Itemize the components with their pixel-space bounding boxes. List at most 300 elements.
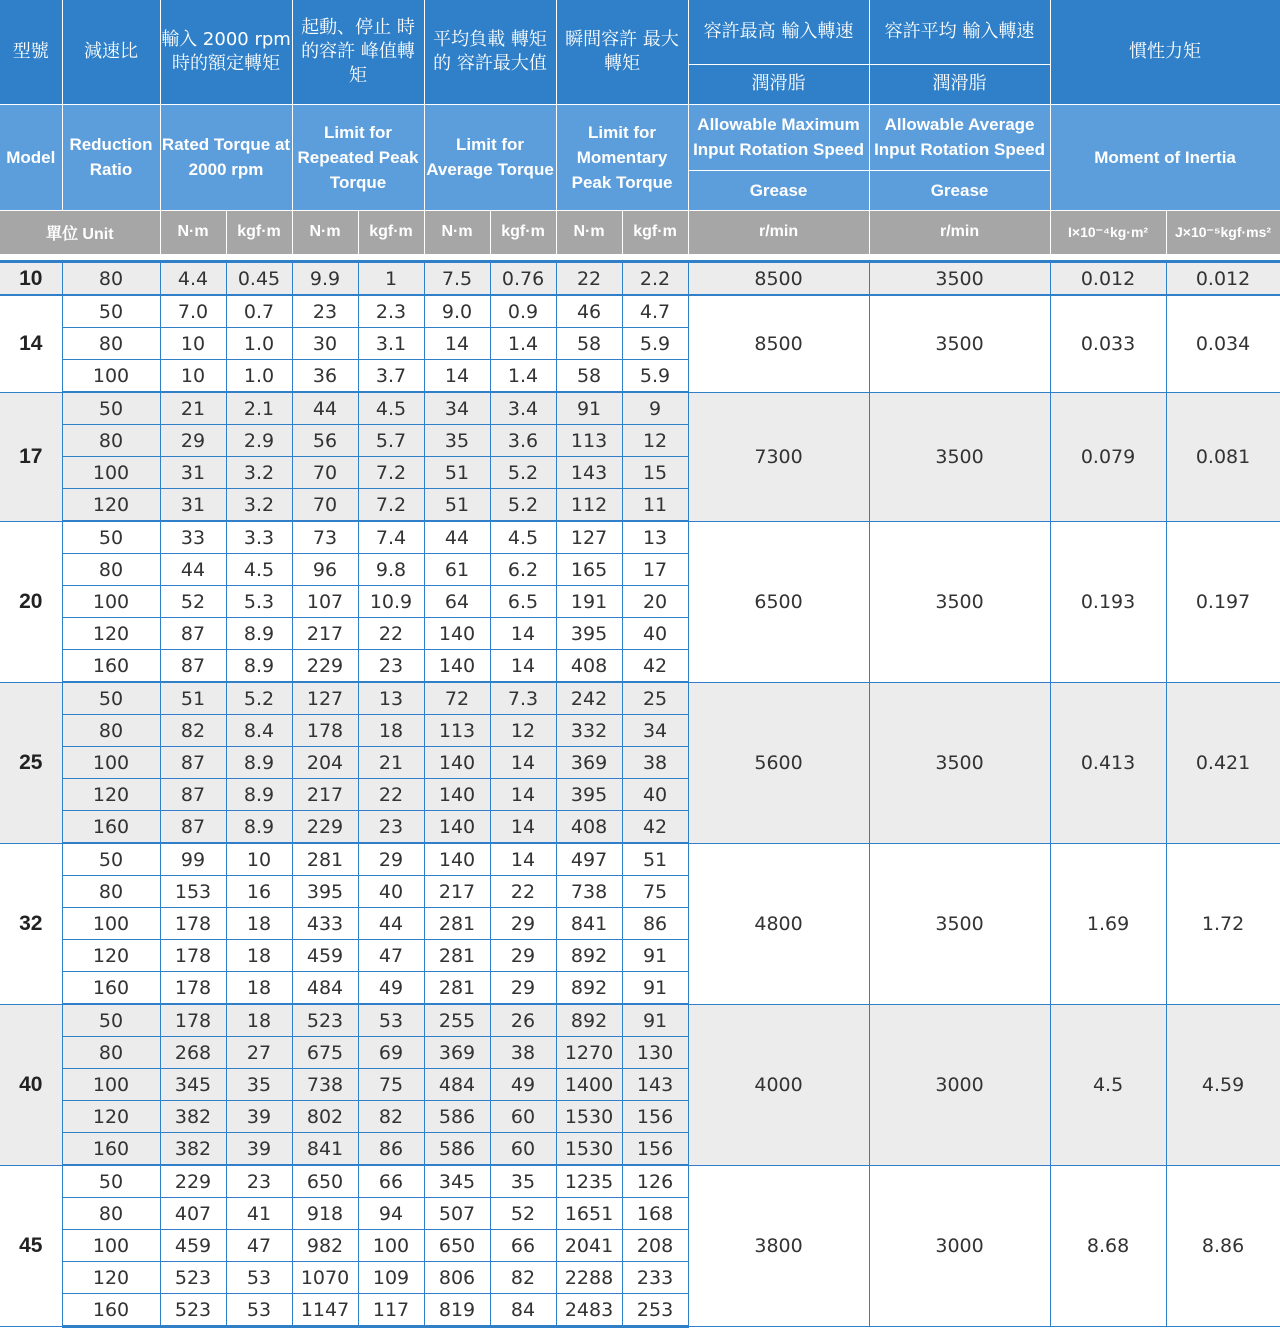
momentary-kgf-cell: 51 bbox=[622, 843, 688, 876]
momentary-nm-cell: 143 bbox=[556, 457, 622, 489]
repeated-kgf-cell: 1 bbox=[358, 262, 424, 296]
header-zh-model: 型號 bbox=[0, 0, 62, 104]
repeated-nm-cell: 217 bbox=[292, 779, 358, 811]
rated-kgf-cell: 41 bbox=[226, 1198, 292, 1230]
header-en-grease-max: Grease bbox=[688, 170, 869, 210]
inertia-j-cell: 0.081 bbox=[1166, 392, 1280, 521]
momentary-kgf-cell: 13 bbox=[622, 521, 688, 554]
table-row bbox=[0, 295, 1280, 328]
momentary-kgf-cell: 75 bbox=[622, 876, 688, 908]
average-kgf-cell: 29 bbox=[490, 972, 556, 1005]
average-kgf-cell: 22 bbox=[490, 876, 556, 908]
repeated-kgf-cell: 49 bbox=[358, 972, 424, 1005]
repeated-nm-cell: 484 bbox=[292, 972, 358, 1005]
repeated-kgf-cell: 69 bbox=[358, 1037, 424, 1069]
rated-kgf-cell: 2.1 bbox=[226, 392, 292, 425]
momentary-nm-cell: 332 bbox=[556, 715, 622, 747]
average-nm-cell: 140 bbox=[424, 779, 490, 811]
rated-kgf-cell: 53 bbox=[226, 1262, 292, 1294]
ratio-cell: 80 bbox=[62, 262, 160, 296]
repeated-kgf-cell: 40 bbox=[358, 876, 424, 908]
momentary-kgf-cell: 91 bbox=[622, 972, 688, 1005]
repeated-kgf-cell: 5.7 bbox=[358, 425, 424, 457]
average-nm-cell: 140 bbox=[424, 650, 490, 683]
ratio-cell: 160 bbox=[62, 1133, 160, 1166]
table-row bbox=[0, 392, 1280, 425]
average-nm-cell: 806 bbox=[424, 1262, 490, 1294]
inertia-j-cell: 0.012 bbox=[1166, 262, 1280, 296]
repeated-kgf-cell: 10.9 bbox=[358, 586, 424, 618]
repeated-kgf-cell: 7.2 bbox=[358, 489, 424, 522]
unit-rated-nm: N·m bbox=[160, 210, 226, 254]
model-cell: 14 bbox=[0, 295, 62, 392]
unit-inertia-j: J×10⁻⁵kgf·ms² bbox=[1166, 210, 1280, 254]
rated-nm-cell: 178 bbox=[160, 908, 226, 940]
rated-nm-cell: 523 bbox=[160, 1294, 226, 1327]
average-nm-cell: 140 bbox=[424, 618, 490, 650]
header-en-average: Limit for Average Torque bbox=[424, 104, 556, 210]
avg-speed-cell: 3500 bbox=[869, 521, 1050, 682]
momentary-nm-cell: 841 bbox=[556, 908, 622, 940]
rated-nm-cell: 52 bbox=[160, 586, 226, 618]
average-nm-cell: 507 bbox=[424, 1198, 490, 1230]
momentary-kgf-cell: 4.7 bbox=[622, 295, 688, 328]
unit-avg-speed: r/min bbox=[869, 210, 1050, 254]
avg-speed-cell: 3500 bbox=[869, 392, 1050, 521]
average-kgf-cell: 29 bbox=[490, 940, 556, 972]
repeated-nm-cell: 281 bbox=[292, 843, 358, 876]
max-speed-cell: 8500 bbox=[688, 262, 869, 296]
momentary-kgf-cell: 5.9 bbox=[622, 360, 688, 393]
momentary-nm-cell: 892 bbox=[556, 1004, 622, 1037]
repeated-kgf-cell: 22 bbox=[358, 779, 424, 811]
rated-nm-cell: 82 bbox=[160, 715, 226, 747]
repeated-kgf-cell: 7.4 bbox=[358, 521, 424, 554]
rated-kgf-cell: 3.2 bbox=[226, 489, 292, 522]
header-zh-rated: 輸入 2000 rpm 時的額定轉矩 bbox=[160, 0, 292, 104]
rated-kgf-cell: 16 bbox=[226, 876, 292, 908]
repeated-kgf-cell: 66 bbox=[358, 1165, 424, 1198]
inertia-i-cell: 0.079 bbox=[1050, 392, 1166, 521]
inertia-i-cell: 8.68 bbox=[1050, 1165, 1166, 1327]
repeated-nm-cell: 841 bbox=[292, 1133, 358, 1166]
rated-kgf-cell: 18 bbox=[226, 940, 292, 972]
repeated-nm-cell: 433 bbox=[292, 908, 358, 940]
inertia-j-cell: 0.421 bbox=[1166, 682, 1280, 843]
rated-nm-cell: 268 bbox=[160, 1037, 226, 1069]
repeated-kgf-cell: 75 bbox=[358, 1069, 424, 1101]
average-kgf-cell: 12 bbox=[490, 715, 556, 747]
ratio-cell: 100 bbox=[62, 586, 160, 618]
repeated-kgf-cell: 86 bbox=[358, 1133, 424, 1166]
rated-nm-cell: 178 bbox=[160, 972, 226, 1005]
momentary-kgf-cell: 9 bbox=[622, 392, 688, 425]
rated-kgf-cell: 18 bbox=[226, 908, 292, 940]
average-kgf-cell: 14 bbox=[490, 747, 556, 779]
rated-nm-cell: 459 bbox=[160, 1230, 226, 1262]
rated-kgf-cell: 5.2 bbox=[226, 682, 292, 715]
rated-kgf-cell: 3.2 bbox=[226, 457, 292, 489]
ratio-cell: 80 bbox=[62, 554, 160, 586]
momentary-nm-cell: 892 bbox=[556, 972, 622, 1005]
avg-speed-cell: 3500 bbox=[869, 843, 1050, 1004]
rated-nm-cell: 382 bbox=[160, 1101, 226, 1133]
momentary-kgf-cell: 20 bbox=[622, 586, 688, 618]
average-nm-cell: 61 bbox=[424, 554, 490, 586]
momentary-kgf-cell: 130 bbox=[622, 1037, 688, 1069]
average-nm-cell: 255 bbox=[424, 1004, 490, 1037]
momentary-nm-cell: 1530 bbox=[556, 1101, 622, 1133]
momentary-kgf-cell: 233 bbox=[622, 1262, 688, 1294]
repeated-kgf-cell: 53 bbox=[358, 1004, 424, 1037]
average-kgf-cell: 0.9 bbox=[490, 295, 556, 328]
rated-kgf-cell: 39 bbox=[226, 1133, 292, 1166]
rated-kgf-cell: 53 bbox=[226, 1294, 292, 1327]
momentary-kgf-cell: 42 bbox=[622, 650, 688, 683]
header-en-momentary: Limit for Momentary Peak Torque bbox=[556, 104, 688, 210]
ratio-cell: 50 bbox=[62, 295, 160, 328]
momentary-kgf-cell: 15 bbox=[622, 457, 688, 489]
repeated-kgf-cell: 109 bbox=[358, 1262, 424, 1294]
rated-kgf-cell: 3.3 bbox=[226, 521, 292, 554]
average-nm-cell: 140 bbox=[424, 747, 490, 779]
table-row bbox=[0, 843, 1280, 876]
unit-momentary-nm: N·m bbox=[556, 210, 622, 254]
momentary-nm-cell: 1651 bbox=[556, 1198, 622, 1230]
model-cell: 20 bbox=[0, 521, 62, 682]
rated-kgf-cell: 8.9 bbox=[226, 747, 292, 779]
ratio-cell: 50 bbox=[62, 1004, 160, 1037]
rated-nm-cell: 4.4 bbox=[160, 262, 226, 296]
average-kgf-cell: 14 bbox=[490, 843, 556, 876]
max-speed-cell: 8500 bbox=[688, 295, 869, 392]
momentary-nm-cell: 408 bbox=[556, 650, 622, 683]
inertia-i-cell: 4.5 bbox=[1050, 1004, 1166, 1165]
model-cell: 17 bbox=[0, 392, 62, 521]
average-nm-cell: 345 bbox=[424, 1165, 490, 1198]
average-nm-cell: 484 bbox=[424, 1069, 490, 1101]
avg-speed-cell: 3000 bbox=[869, 1165, 1050, 1327]
repeated-nm-cell: 23 bbox=[292, 295, 358, 328]
repeated-nm-cell: 204 bbox=[292, 747, 358, 779]
ratio-cell: 80 bbox=[62, 328, 160, 360]
inertia-i-cell: 0.012 bbox=[1050, 262, 1166, 296]
repeated-nm-cell: 70 bbox=[292, 489, 358, 522]
repeated-kgf-cell: 3.1 bbox=[358, 328, 424, 360]
repeated-kgf-cell: 94 bbox=[358, 1198, 424, 1230]
momentary-nm-cell: 22 bbox=[556, 262, 622, 296]
table-row bbox=[0, 521, 1280, 554]
average-nm-cell: 51 bbox=[424, 457, 490, 489]
ratio-cell: 160 bbox=[62, 1294, 160, 1327]
header-separator bbox=[0, 254, 1280, 262]
average-kgf-cell: 66 bbox=[490, 1230, 556, 1262]
average-nm-cell: 217 bbox=[424, 876, 490, 908]
rated-kgf-cell: 0.7 bbox=[226, 295, 292, 328]
momentary-nm-cell: 497 bbox=[556, 843, 622, 876]
momentary-nm-cell: 1235 bbox=[556, 1165, 622, 1198]
average-nm-cell: 35 bbox=[424, 425, 490, 457]
average-kgf-cell: 26 bbox=[490, 1004, 556, 1037]
momentary-kgf-cell: 126 bbox=[622, 1165, 688, 1198]
average-nm-cell: 72 bbox=[424, 682, 490, 715]
momentary-kgf-cell: 11 bbox=[622, 489, 688, 522]
repeated-nm-cell: 178 bbox=[292, 715, 358, 747]
rated-kgf-cell: 8.4 bbox=[226, 715, 292, 747]
rated-kgf-cell: 18 bbox=[226, 1004, 292, 1037]
rated-kgf-cell: 39 bbox=[226, 1101, 292, 1133]
inertia-i-cell: 0.413 bbox=[1050, 682, 1166, 843]
rated-nm-cell: 382 bbox=[160, 1133, 226, 1166]
repeated-kgf-cell: 47 bbox=[358, 940, 424, 972]
repeated-nm-cell: 36 bbox=[292, 360, 358, 393]
momentary-kgf-cell: 156 bbox=[622, 1133, 688, 1166]
rated-nm-cell: 31 bbox=[160, 457, 226, 489]
repeated-nm-cell: 523 bbox=[292, 1004, 358, 1037]
ratio-cell: 120 bbox=[62, 618, 160, 650]
repeated-kgf-cell: 22 bbox=[358, 618, 424, 650]
ratio-cell: 100 bbox=[62, 747, 160, 779]
max-speed-cell: 4000 bbox=[688, 1004, 869, 1165]
header-en-grease-avg: Grease bbox=[869, 170, 1050, 210]
header-en-avg-speed: Allowable Average Input Rotation Speed bbox=[869, 104, 1050, 170]
repeated-nm-cell: 44 bbox=[292, 392, 358, 425]
repeated-nm-cell: 918 bbox=[292, 1198, 358, 1230]
momentary-nm-cell: 191 bbox=[556, 586, 622, 618]
average-kgf-cell: 35 bbox=[490, 1165, 556, 1198]
rated-nm-cell: 87 bbox=[160, 618, 226, 650]
momentary-nm-cell: 1530 bbox=[556, 1133, 622, 1166]
rated-nm-cell: 87 bbox=[160, 811, 226, 844]
momentary-kgf-cell: 86 bbox=[622, 908, 688, 940]
header-zh-average: 平均負載 轉矩的 容許最大值 bbox=[424, 0, 556, 104]
repeated-kgf-cell: 3.7 bbox=[358, 360, 424, 393]
rated-nm-cell: 21 bbox=[160, 392, 226, 425]
average-nm-cell: 140 bbox=[424, 843, 490, 876]
momentary-kgf-cell: 40 bbox=[622, 618, 688, 650]
rated-nm-cell: 178 bbox=[160, 940, 226, 972]
unit-label: 單位 Unit bbox=[0, 210, 160, 254]
average-nm-cell: 369 bbox=[424, 1037, 490, 1069]
rated-kgf-cell: 2.9 bbox=[226, 425, 292, 457]
rated-nm-cell: 51 bbox=[160, 682, 226, 715]
repeated-kgf-cell: 23 bbox=[358, 811, 424, 844]
model-cell: 10 bbox=[0, 262, 62, 296]
rated-nm-cell: 29 bbox=[160, 425, 226, 457]
header-zh-ratio: 減速比 bbox=[62, 0, 160, 104]
ratio-cell: 120 bbox=[62, 489, 160, 522]
model-cell: 25 bbox=[0, 682, 62, 843]
momentary-kgf-cell: 25 bbox=[622, 682, 688, 715]
rated-nm-cell: 10 bbox=[160, 328, 226, 360]
momentary-nm-cell: 58 bbox=[556, 360, 622, 393]
repeated-nm-cell: 1070 bbox=[292, 1262, 358, 1294]
header-zh-inertia: 慣性力矩 bbox=[1050, 0, 1280, 104]
average-nm-cell: 281 bbox=[424, 940, 490, 972]
momentary-kgf-cell: 208 bbox=[622, 1230, 688, 1262]
momentary-nm-cell: 127 bbox=[556, 521, 622, 554]
rated-kgf-cell: 1.0 bbox=[226, 328, 292, 360]
header-zh-max-speed: 容許最高 輸入轉速 bbox=[688, 0, 869, 64]
ratio-cell: 80 bbox=[62, 1037, 160, 1069]
header-en-rated: Rated Torque at 2000 rpm bbox=[160, 104, 292, 210]
momentary-kgf-cell: 34 bbox=[622, 715, 688, 747]
repeated-kgf-cell: 13 bbox=[358, 682, 424, 715]
repeated-nm-cell: 30 bbox=[292, 328, 358, 360]
rated-kgf-cell: 8.9 bbox=[226, 618, 292, 650]
momentary-nm-cell: 738 bbox=[556, 876, 622, 908]
rated-nm-cell: 31 bbox=[160, 489, 226, 522]
repeated-kgf-cell: 18 bbox=[358, 715, 424, 747]
repeated-kgf-cell: 100 bbox=[358, 1230, 424, 1262]
repeated-kgf-cell: 117 bbox=[358, 1294, 424, 1327]
momentary-kgf-cell: 91 bbox=[622, 1004, 688, 1037]
average-nm-cell: 7.5 bbox=[424, 262, 490, 296]
average-kgf-cell: 6.2 bbox=[490, 554, 556, 586]
momentary-nm-cell: 242 bbox=[556, 682, 622, 715]
momentary-nm-cell: 2483 bbox=[556, 1294, 622, 1327]
inertia-i-cell: 0.193 bbox=[1050, 521, 1166, 682]
average-kgf-cell: 49 bbox=[490, 1069, 556, 1101]
repeated-nm-cell: 395 bbox=[292, 876, 358, 908]
table-row bbox=[0, 262, 1280, 296]
header-zh-grease-avg: 潤滑脂 bbox=[869, 64, 1050, 104]
repeated-nm-cell: 1147 bbox=[292, 1294, 358, 1327]
average-kgf-cell: 14 bbox=[490, 618, 556, 650]
momentary-nm-cell: 46 bbox=[556, 295, 622, 328]
table-row bbox=[0, 1004, 1280, 1037]
rated-nm-cell: 87 bbox=[160, 747, 226, 779]
average-nm-cell: 281 bbox=[424, 972, 490, 1005]
header-en-max-speed: Allowable Maximum Input Rotation Speed bbox=[688, 104, 869, 170]
average-kgf-cell: 3.6 bbox=[490, 425, 556, 457]
momentary-kgf-cell: 2.2 bbox=[622, 262, 688, 296]
repeated-nm-cell: 107 bbox=[292, 586, 358, 618]
unit-average-nm: N·m bbox=[424, 210, 490, 254]
ratio-cell: 100 bbox=[62, 360, 160, 393]
rated-kgf-cell: 27 bbox=[226, 1037, 292, 1069]
average-kgf-cell: 60 bbox=[490, 1133, 556, 1166]
unit-inertia-i: I×10⁻⁴kg·m² bbox=[1050, 210, 1166, 254]
avg-speed-cell: 3500 bbox=[869, 262, 1050, 296]
rated-nm-cell: 523 bbox=[160, 1262, 226, 1294]
rated-kgf-cell: 1.0 bbox=[226, 360, 292, 393]
repeated-nm-cell: 73 bbox=[292, 521, 358, 554]
rated-kgf-cell: 8.9 bbox=[226, 650, 292, 683]
rated-nm-cell: 229 bbox=[160, 1165, 226, 1198]
momentary-kgf-cell: 12 bbox=[622, 425, 688, 457]
ratio-cell: 50 bbox=[62, 1165, 160, 1198]
average-kgf-cell: 84 bbox=[490, 1294, 556, 1327]
ratio-cell: 120 bbox=[62, 1262, 160, 1294]
average-kgf-cell: 5.2 bbox=[490, 457, 556, 489]
header-zh-grease-max: 潤滑脂 bbox=[688, 64, 869, 104]
header-en-model: Model bbox=[0, 104, 62, 210]
table-row bbox=[0, 1165, 1280, 1198]
average-nm-cell: 34 bbox=[424, 392, 490, 425]
average-kgf-cell: 4.5 bbox=[490, 521, 556, 554]
max-speed-cell: 7300 bbox=[688, 392, 869, 521]
average-nm-cell: 51 bbox=[424, 489, 490, 522]
repeated-nm-cell: 675 bbox=[292, 1037, 358, 1069]
average-kgf-cell: 5.2 bbox=[490, 489, 556, 522]
rated-nm-cell: 407 bbox=[160, 1198, 226, 1230]
momentary-nm-cell: 395 bbox=[556, 779, 622, 811]
rated-kgf-cell: 8.9 bbox=[226, 779, 292, 811]
max-speed-cell: 5600 bbox=[688, 682, 869, 843]
momentary-nm-cell: 165 bbox=[556, 554, 622, 586]
momentary-nm-cell: 395 bbox=[556, 618, 622, 650]
momentary-kgf-cell: 17 bbox=[622, 554, 688, 586]
inertia-j-cell: 0.197 bbox=[1166, 521, 1280, 682]
average-kgf-cell: 3.4 bbox=[490, 392, 556, 425]
momentary-nm-cell: 2288 bbox=[556, 1262, 622, 1294]
repeated-kgf-cell: 44 bbox=[358, 908, 424, 940]
inertia-i-cell: 0.033 bbox=[1050, 295, 1166, 392]
unit-rated-kgf: kgf·m bbox=[226, 210, 292, 254]
unit-repeated-nm: N·m bbox=[292, 210, 358, 254]
repeated-kgf-cell: 82 bbox=[358, 1101, 424, 1133]
momentary-kgf-cell: 168 bbox=[622, 1198, 688, 1230]
inertia-j-cell: 8.86 bbox=[1166, 1165, 1280, 1327]
avg-speed-cell: 3000 bbox=[869, 1004, 1050, 1165]
average-kgf-cell: 82 bbox=[490, 1262, 556, 1294]
momentary-nm-cell: 1400 bbox=[556, 1069, 622, 1101]
rated-nm-cell: 33 bbox=[160, 521, 226, 554]
average-kgf-cell: 6.5 bbox=[490, 586, 556, 618]
header-en-ratio: Reduction Ratio bbox=[62, 104, 160, 210]
average-kgf-cell: 7.3 bbox=[490, 682, 556, 715]
unit-max-speed: r/min bbox=[688, 210, 869, 254]
average-kgf-cell: 1.4 bbox=[490, 360, 556, 393]
unit-average-kgf: kgf·m bbox=[490, 210, 556, 254]
average-kgf-cell: 38 bbox=[490, 1037, 556, 1069]
momentary-nm-cell: 112 bbox=[556, 489, 622, 522]
average-kgf-cell: 14 bbox=[490, 779, 556, 811]
model-cell: 40 bbox=[0, 1004, 62, 1165]
average-nm-cell: 113 bbox=[424, 715, 490, 747]
repeated-kgf-cell: 29 bbox=[358, 843, 424, 876]
ratio-cell: 80 bbox=[62, 425, 160, 457]
header-en-inertia: Moment of Inertia bbox=[1050, 104, 1280, 210]
inertia-j-cell: 1.72 bbox=[1166, 843, 1280, 1004]
ratio-cell: 160 bbox=[62, 972, 160, 1005]
average-nm-cell: 14 bbox=[424, 328, 490, 360]
average-nm-cell: 281 bbox=[424, 908, 490, 940]
avg-speed-cell: 3500 bbox=[869, 295, 1050, 392]
average-kgf-cell: 0.76 bbox=[490, 262, 556, 296]
ratio-cell: 50 bbox=[62, 843, 160, 876]
max-speed-cell: 4800 bbox=[688, 843, 869, 1004]
ratio-cell: 50 bbox=[62, 682, 160, 715]
rated-nm-cell: 153 bbox=[160, 876, 226, 908]
momentary-nm-cell: 113 bbox=[556, 425, 622, 457]
model-cell: 32 bbox=[0, 843, 62, 1004]
repeated-nm-cell: 229 bbox=[292, 650, 358, 683]
rated-nm-cell: 87 bbox=[160, 779, 226, 811]
average-kgf-cell: 29 bbox=[490, 908, 556, 940]
repeated-nm-cell: 802 bbox=[292, 1101, 358, 1133]
repeated-kgf-cell: 21 bbox=[358, 747, 424, 779]
header-en-repeated: Limit for Repeated Peak Torque bbox=[292, 104, 424, 210]
momentary-kgf-cell: 253 bbox=[622, 1294, 688, 1327]
rated-kgf-cell: 0.45 bbox=[226, 262, 292, 296]
average-kgf-cell: 60 bbox=[490, 1101, 556, 1133]
rated-kgf-cell: 47 bbox=[226, 1230, 292, 1262]
ratio-cell: 50 bbox=[62, 521, 160, 554]
average-nm-cell: 650 bbox=[424, 1230, 490, 1262]
momentary-nm-cell: 2041 bbox=[556, 1230, 622, 1262]
